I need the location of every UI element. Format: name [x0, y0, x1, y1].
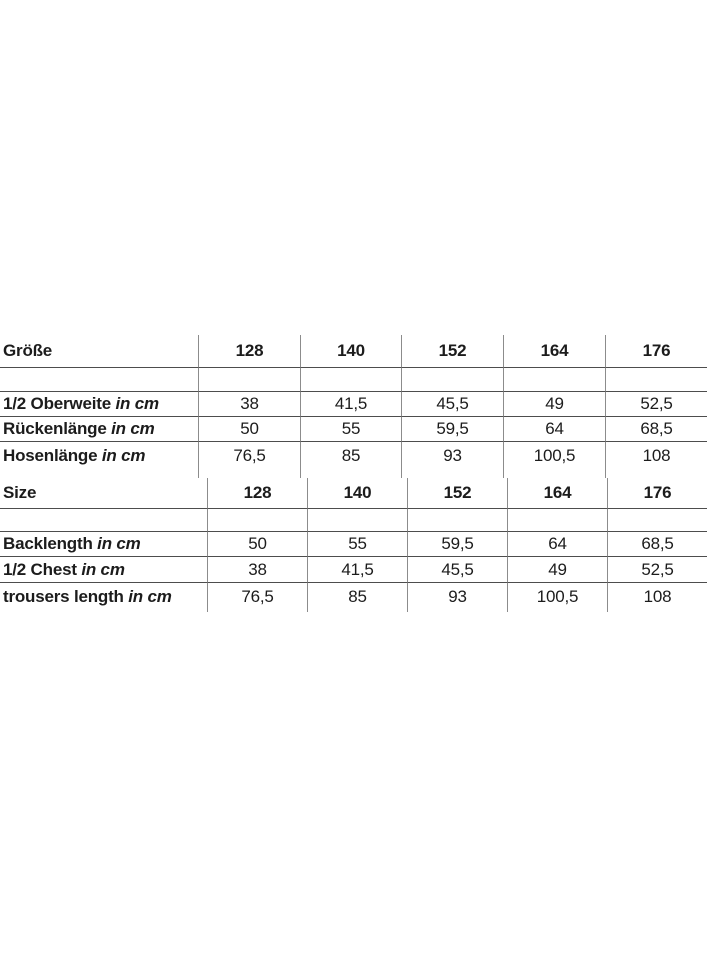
value-cell: 59,5	[407, 532, 507, 557]
row-unit-text: in cm	[115, 394, 159, 413]
row-label	[0, 532, 207, 557]
row-label-text: trousers length	[3, 587, 124, 606]
row-unit-text: in cm	[97, 534, 141, 553]
table-header-label	[0, 478, 207, 509]
row-unit-text: in cm	[128, 587, 172, 606]
value-cell: 64	[507, 532, 607, 557]
spacer-cell	[0, 509, 207, 532]
value-cell: 38	[198, 392, 300, 417]
value-cell: 50	[207, 532, 307, 557]
value-cell: 52,5	[607, 557, 707, 583]
value-cell: 68,5	[607, 532, 707, 557]
row-label-text: 1/2 Chest	[3, 559, 77, 579]
value-cell: 108	[607, 583, 707, 612]
header-label-text: Größe	[3, 341, 53, 360]
size-column-header: 152	[401, 335, 503, 368]
value-cell: 76,5	[207, 583, 307, 612]
spacer-cell	[401, 368, 503, 392]
row-label-text: Rückenlänge	[3, 419, 107, 438]
value-cell: 93	[401, 442, 503, 478]
spacer-cell	[407, 509, 507, 532]
spacer-cell	[300, 368, 401, 392]
value-cell: 38	[207, 557, 307, 583]
spacer-cell	[207, 509, 307, 532]
value-cell: 50	[198, 417, 300, 442]
value-cell: 64	[503, 417, 605, 442]
value-cell: 100,5	[503, 442, 605, 478]
row-unit-text: in cm	[101, 446, 146, 465]
spacer-cell	[507, 509, 607, 532]
value-cell: 59,5	[401, 417, 503, 442]
size-column-header: 176	[607, 478, 707, 509]
row-label	[0, 557, 207, 583]
row-label	[0, 583, 207, 612]
row-unit-text: in cm	[81, 559, 125, 579]
spacer-cell	[605, 368, 707, 392]
value-cell: 68,5	[605, 417, 707, 442]
value-cell: 45,5	[407, 557, 507, 583]
value-cell: 108	[605, 442, 707, 478]
value-cell: 45,5	[401, 392, 503, 417]
row-unit-text: in cm	[111, 419, 155, 438]
size-column-header: 128	[207, 478, 307, 509]
row-label-text: 1/2 Oberweite	[3, 394, 111, 413]
size-column-header: 164	[503, 335, 605, 368]
spacer-cell	[198, 368, 300, 392]
value-cell: 55	[307, 532, 407, 557]
value-cell: 85	[307, 583, 407, 612]
size-column-header: 176	[605, 335, 707, 368]
table-header-label	[0, 335, 198, 368]
row-label	[0, 442, 198, 478]
header-label-text: Size	[3, 483, 37, 502]
size-column-header: 128	[198, 335, 300, 368]
spacer-cell	[0, 368, 198, 392]
row-label-text: Backlength	[3, 534, 93, 553]
size-column-header: 164	[507, 478, 607, 509]
size-column-header: 152	[407, 478, 507, 509]
row-label	[0, 417, 198, 442]
value-cell: 41,5	[300, 392, 401, 417]
spacer-cell	[503, 368, 605, 392]
size-column-header: 140	[300, 335, 401, 368]
value-cell: 55	[300, 417, 401, 442]
value-cell: 93	[407, 583, 507, 612]
value-cell: 100,5	[507, 583, 607, 612]
row-label-text: Hosenlänge	[3, 446, 98, 465]
row-label	[0, 392, 198, 417]
size-table-german	[0, 335, 707, 478]
value-cell: 85	[300, 442, 401, 478]
size-table-english	[0, 478, 707, 612]
value-cell: 41,5	[307, 557, 407, 583]
value-cell: 49	[507, 557, 607, 583]
value-cell: 49	[503, 392, 605, 417]
value-cell: 52,5	[605, 392, 707, 417]
value-cell: 76,5	[198, 442, 300, 478]
spacer-cell	[607, 509, 707, 532]
size-column-header: 140	[307, 478, 407, 509]
spacer-cell	[307, 509, 407, 532]
